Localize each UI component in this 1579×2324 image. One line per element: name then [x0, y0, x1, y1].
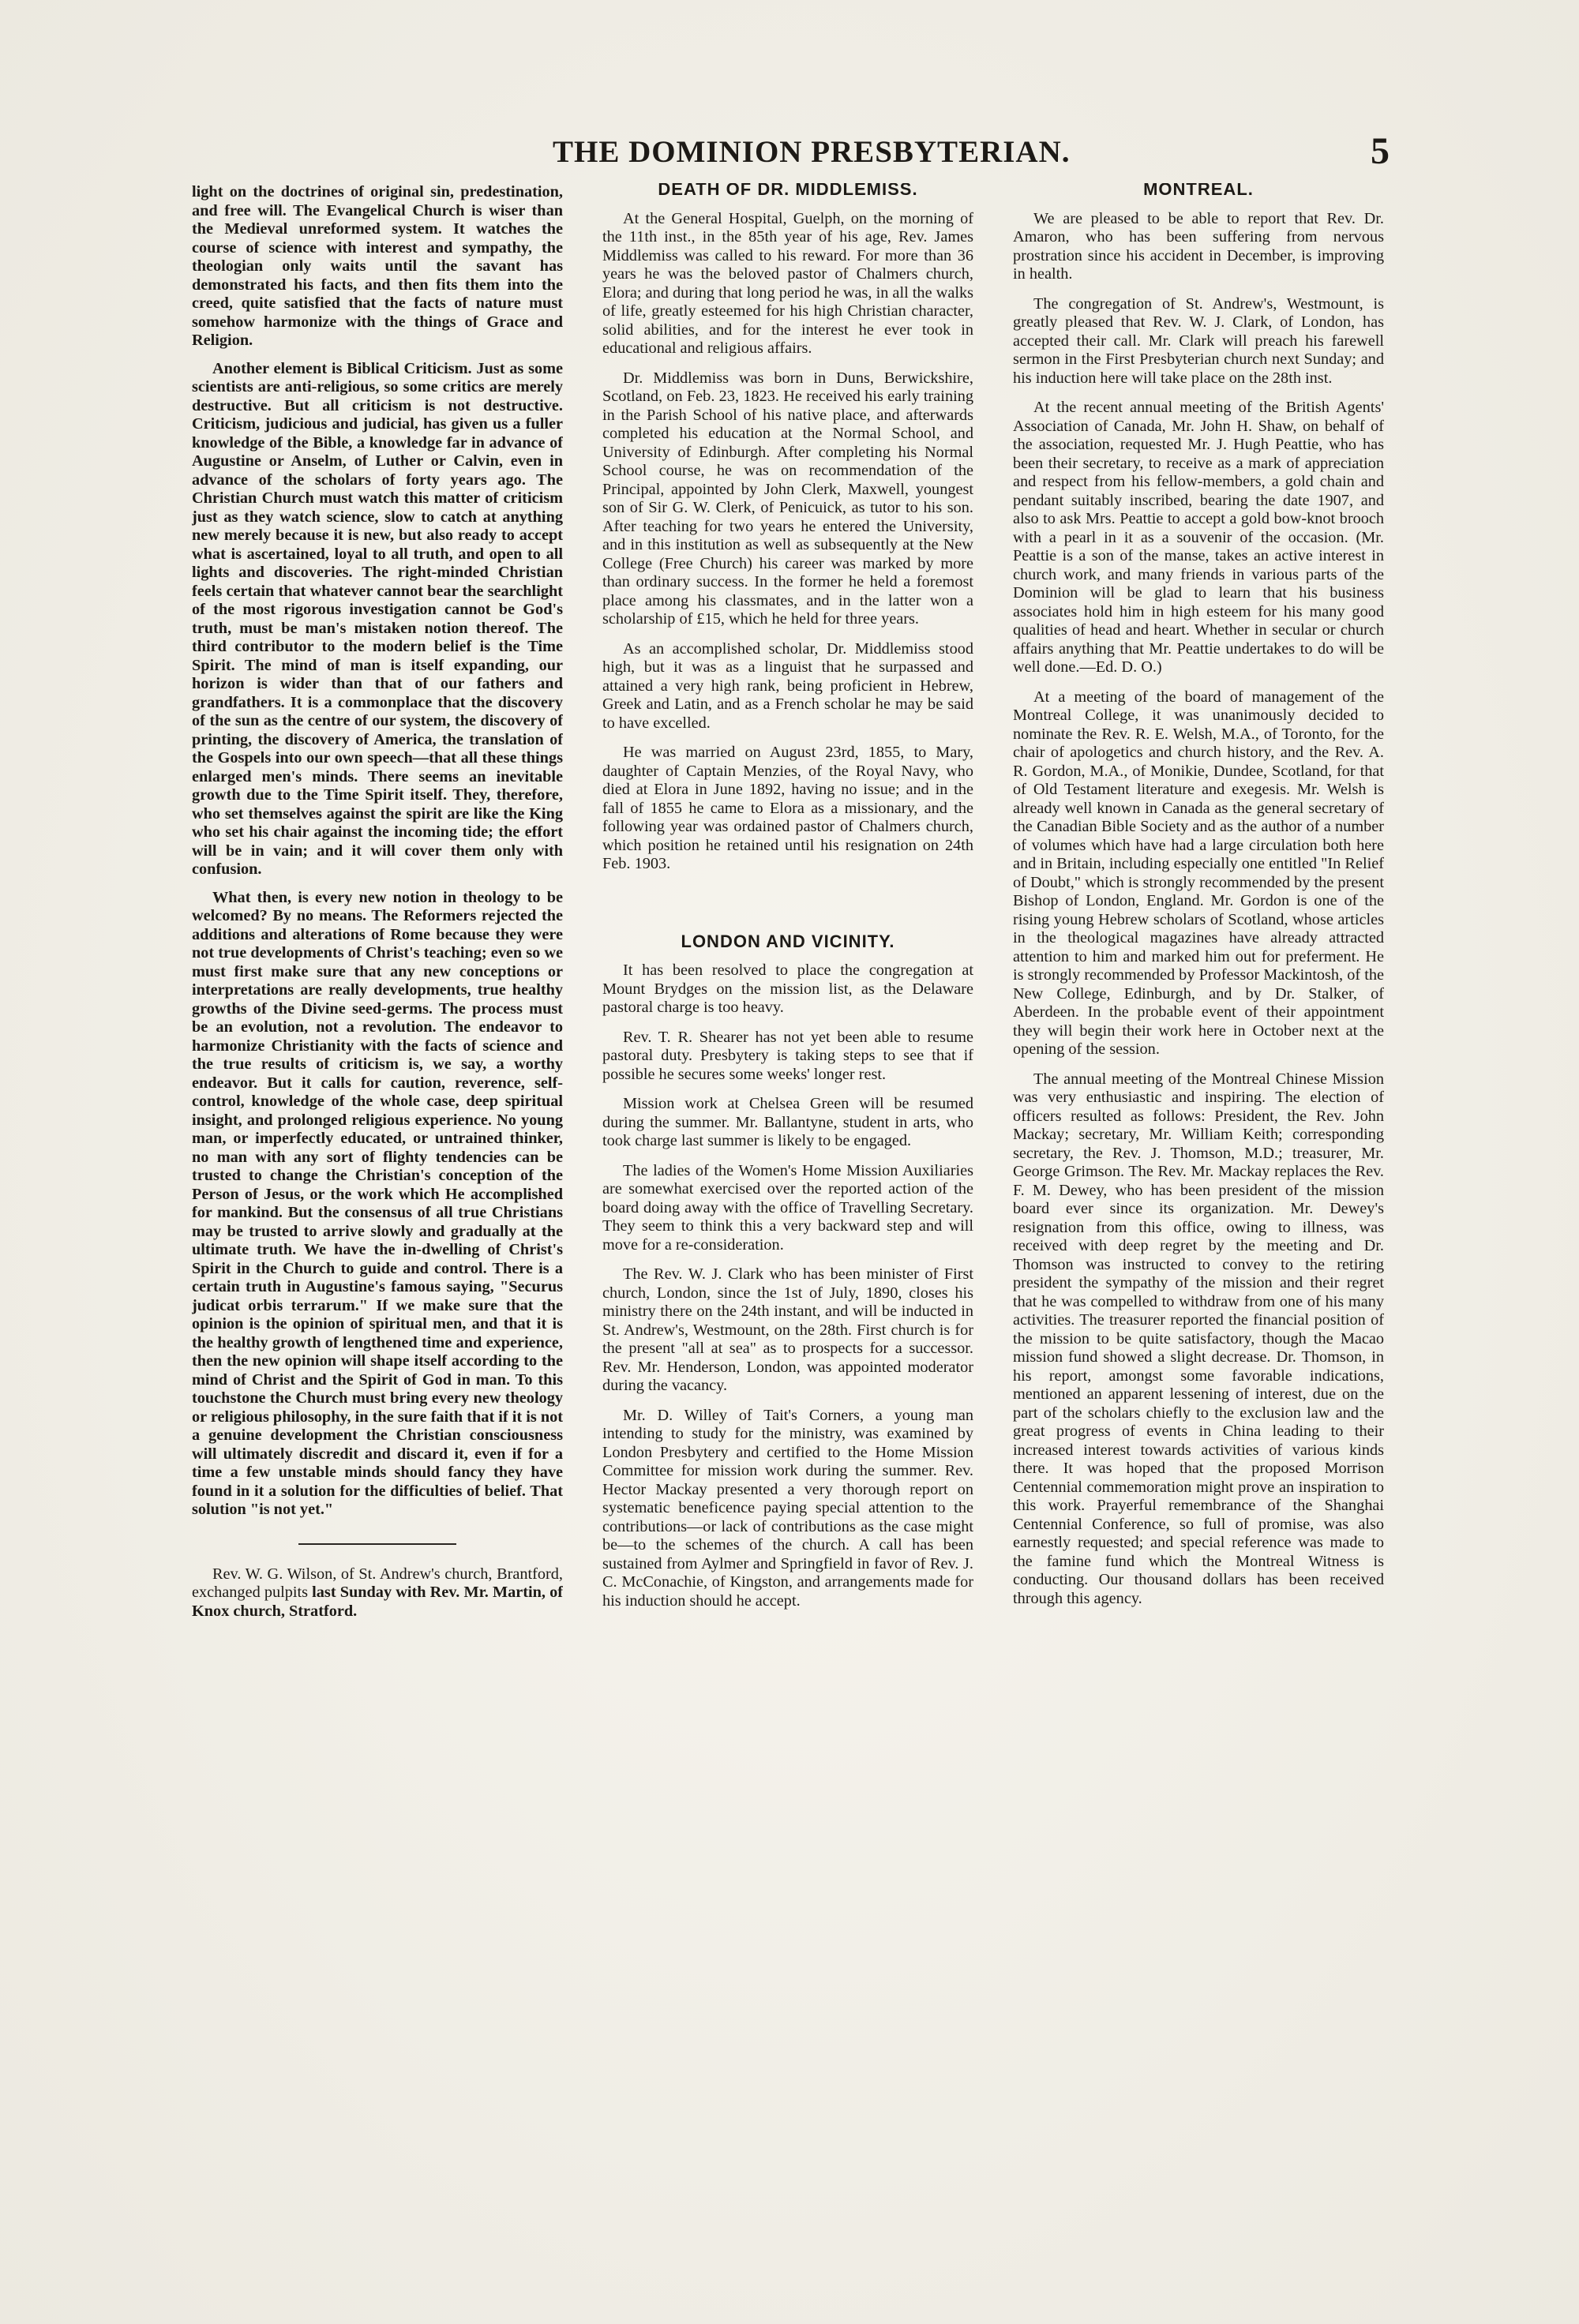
article-paragraph: As an accomplished scholar, Dr. Middlemiss stood high, but it was as a linguist that he surpassed and attained a very high rank, being proficient in Hebrew, Greek and Latin, and as a French scholar he may be said to have excelled.	[602, 639, 973, 732]
news-note-bold-text: last Sunday with Rev. Mr. Martin, of Knox church, Stratford.	[192, 1584, 563, 1620]
article-paragraph: He was married on August 23rd, 1855, to Mary, daughter of Captain Menzies, of the Royal Navy, who died at Elora in June 1892, having no issue; and in the fall of 1855 he came to Elora as a missionary, and the following year was ordained pastor of Chalmers church, which position he retained until his resignation on 24th Feb. 1903.	[602, 744, 973, 872]
article-paragraph: What then, is every new notion in theology to be welcomed? By no means. The Reformers rejected the additions and alterations of Rome because they were not true developments of Christ's teaching; even so we must first make sure that any new conceptions or interpretations are really developments, true healthy growths of the Divine seed-germs. The process must be an evolution, not a revolution. The endeavor to harmonize Christianity with the facts of science and the true results of criticism is, we say, a worthy endeavor. But it calls for caution, reverence, self-control, knowledge of the whole case, deep spiritual insight, and prolonged religious experience. No young man, or imperfectly educated, or untrained thinker, no man with any sort of flighty tendencies can be trusted to change the Christian's conception of the Person of Jesus, or the work which He accomplished for mankind. But the consensus of all true Christians may be trusted to arrive slowly and gradually at the ultimate truth. We have the in-dwelling of Christ's Spirit in the Church to guide and control. There is a certain truth in Augustine's famous saying, "Securus judicat orbis terrarum." If we make sure that the opinion is the opinion of spiritual men, and that it is the healthy growth of lengthened time and experience, then the new opinion will shape itself according to the mind of Christ and the Spirit of God in man. To this touchstone the Church must bring every new theology or religious philosophy, in the sure faith that if it is not a genuine development the Christian consciousness will ultimately discredit and discard it, even if for a time a few unstable minds should fancy they have found in it a solution for the difficulties of belief. That solution "is not yet."	[192, 888, 563, 1518]
article-heading: DEATH OF DR. MIDDLEMISS.	[658, 183, 918, 199]
news-note	[192, 1565, 563, 1621]
newspaper-title: THE DOMINION PRESBYTERIAN.	[553, 135, 1071, 169]
divider	[298, 1543, 456, 1545]
column-2	[602, 183, 973, 2283]
article-paragraph: The Rev. W. J. Clark who has been minister of First church, London, since the 1st of July, 1890, closes his ministry there on the 24th instant, and will be inducted in St. Andrew's, Westmount, on the 28th. First church is for the present "all at sea" as to prospects for a successor. Rev. Mr. Henderson, London, was appointed moderator during the vacancy.	[602, 1265, 973, 1394]
news-note-text: Rev. W. G. Wilson, of St. Andrew's church, Brantford, exchanged pulpits	[192, 1565, 563, 1601]
article-paragraph: Another element is Biblical Criticism. Just as some scientists are anti-religious, so some critics are merely destructive. But all criticism is not destructive. Criticism, judicious and judicial, has given us a fuller knowledge of the Bible, a knowledge far in advance of Augustine or Anselm, of Luther or Calvin, even in advance of the scholars of forty years ago. The Christian Church must watch this matter of criticism just as they watch science, slow to catch at anything new merely because it is new, but also ready to accept what is ascertained, loyal to all truth, and open to all lights and discoveries. The right-minded Christian feels certain that whatever cannot bear the searchlight of the most rigorous investigation cannot be God's truth, must be man's mistaken notion thereof. The third contributor to the modern belief is the Time Spirit. The mind of man is itself expanding, our horizon is wider than that of our fathers and grandfathers. It is a commonplace that the discovery of the sun as the centre of our system, the discovery of printing, the discovery of America, the translation of the Gospels into our own speech—that all these things enlarged men's minds. There seems an inevitable growth due to the Time Spirit itself. They, therefore, who set themselves against the spirit are like the King who set his chair against the incoming tide; the effort will be in vain; and it will cover them only with confusion.	[192, 359, 563, 878]
spacer	[602, 885, 973, 932]
article-paragraph: Rev. T. R. Shearer has not yet been able to resume pastoral duty. Presbytery is taking steps to see that if possible he secures some weeks' longer rest.	[602, 1028, 973, 1083]
article-paragraph: It has been resolved to place the congregation at Mount Brydges on the mission list, as the Delaware pastoral charge is too heavy.	[602, 961, 973, 1016]
page-number: 5	[1371, 130, 1390, 172]
article-paragraph: Mission work at Chelsea Green will be resumed during the summer. Mr. Ballantyne, student in arts, who took charge last summer is likely to be engaged.	[602, 1095, 973, 1149]
column-1	[192, 183, 563, 2267]
article-paragraph: At the recent annual meeting of the British Agents' Association of Canada, Mr. John H. Shaw, on behalf of the association, requested Mr. J. Hugh Peattie, who has been their secretary, to receive as a mark of appreciation and respect from his fellow-members, a gold chain and pendant suitably inscribed, bearing the date 1907, and also to ask Mrs. Peattie to accept a gold bow-knot brooch with a pearl in it as a souvenir of the occasion. (Mr. Peattie is a son of the manse, takes an active interest in church work, and many friends in various parts of the Dominion will be glad to learn that his business associates hold him in high esteem for his many good qualities of head and heart. Whether in secular or church affairs anything that Mr. Peattie undertakes to do will be well done.—Ed. D. O.)	[1013, 399, 1384, 676]
article-paragraph: At a meeting of the board of management of the Montreal College, it was unanimously decided to nominate the Rev. R. E. Welsh, M.A., of Toronto, for the chair of apologetics and church history, and the Rev. A. R. Gordon, M.A., of Monikie, Dundee, Scotland, for that of Old Testament literature and exegesis. Mr. Welsh is already well known in Canada as the general secretary of the Canadian Bible Society and as the author of a number of volumes which have had a large circulation both here and in Britain, including especially one entitled "In Relief of Doubt," which is strongly recommended by the present Bishop of London, England. Mr. Gordon is one of the rising young Hebrew scholars of Scotland, whose articles in the theological magazines have already attracted attention to him and marked him out for preferment. He is strongly recommended by Professor Mackintosh, of the New College, Edinburgh, and by Dr. Stalker, of Aberdeen. In the probable event of their appointment they will begin their work here in October next at the opening of the session.	[1013, 688, 1384, 1058]
article-heading: LONDON AND VICINITY.	[681, 931, 895, 951]
article-heading: MONTREAL.	[1143, 183, 1254, 199]
article-paragraph: The annual meeting of the Montreal Chinese Mission was very enthusiastic and inspiring. The election of officers resulted as follows: President, the Rev. John Mackay; secretary, Mr. William Keith; corresponding secretary, the Rev. J. Thomson, M.D.; treasurer, Mr. George Grimson. The Rev. Mr. Mackay replaces the Rev. F. M. Dewey, who has been president of the mission board ever since its organization. Mr. Dewey's resignation from this office, owing to illness, was received with deep regret by the meeting and Dr. Thomson was instructed to convey to the retiring president the sympathy of the mission and their regret that he was compelled to withdraw from one of his many activities. The treasurer reported the financial position of the mission to be quite satisfactory, though the Macao mission fund showed a slight decrease. Dr. Thomson, in his report, amongst some favorable indications, mentioned an apparent lessening of interest, due on the part of the scholars chiefly to the exclusion law and the great progress of events in China leading to their increased interest towards activities of various kinds there. It was hoped that the proposed Morrison Centennial commemoration might prove an inspiration to this work. Prayerful remembrance of the Shanghai Centennial Conference, so full of promise, was also earnestly requested; and special reference was made to the famine fund which the Montreal Witness is conducting. Our thousand dollars has been received through this agency.	[1013, 1070, 1384, 1607]
article-paragraph: Dr. Middlemiss was born in Duns, Berwickshire, Scotland, on Feb. 23, 1823. He received his early training in the Parish School of his native place, and afterwards completed his education at the Normal School, and University of Edinburgh. After completing his Normal School course, he was on recommendation of the Principal, appointed by John Clerk, Maxwell, youngest son of Sir G. W. Clerk, of Penicuick, as tutor to his son. After teaching for two years he entered the University, and in this institution as well as subsequently at the New College (Free Church) his career was marked by more than ordinary success. In the former he held a foremost place among his classmates, and in the latter won a scholarship of £15, which he held for three years.	[602, 369, 973, 628]
article-paragraph: The ladies of the Women's Home Mission Auxiliaries are somewhat exercised over the reported action of the board doing away with the office of Travelling Secretary. They seem to think this a very backward step and will move for a re-consideration.	[602, 1161, 973, 1254]
article-paragraph: We are pleased to be able to report that Rev. Dr. Amaron, who has been suffering from nervous prostration since his accident in December, is improving in health.	[1013, 209, 1384, 283]
article-paragraph: The congregation of St. Andrew's, Westmount, is greatly pleased that Rev. W. J. Clark, of London, has accepted their call. Mr. Clark will preach his farewell sermon in the First Presbyterian church next Sunday; and his induction here will take place on the 28th inst.	[1013, 294, 1384, 387]
article-paragraph: Mr. D. Willey of Tait's Corners, a young man intending to study for the ministry, was examined by London Presbytery and certified to the Home Mission Committee for mission work during the summer. Rev. Hector Mackay presented a very thorough report on systematic beneficence paying special attention to the contributions—or lack of contributions as the case might be—to the schemes of the church. A call has been sustained from Aylmer and Springfield in favor of Rev. J. C. McConachie, of Kingston, and arrangements made for his induction should he accept.	[602, 1406, 973, 1610]
page-header	[189, 130, 1390, 182]
column-3	[1013, 183, 1384, 2267]
article-paragraph: light on the doctrines of original sin, predestination, and free will. The Evangelical Church is wiser than the Medieval unreformed system. It watches the course of science with interest and sympathy, the theologian only waits until the savant has demonstrated his facts, and then fits them into the creed, quite satisfied that the facts of nature must somehow harmonize with the things of Grace and Religion.	[192, 183, 563, 349]
article-paragraph: At the General Hospital, Guelph, on the morning of the 11th inst., in the 85th year of his age, Rev. James Middlemiss was called to his reward. For more than 36 years he was the beloved pastor of Chalmers church, Elora; and during that long period he was, in all the walks of life, greatly esteemed for his high Christian character, solid abilities, and for the interest he ever took in educational and religious affairs.	[602, 209, 973, 357]
